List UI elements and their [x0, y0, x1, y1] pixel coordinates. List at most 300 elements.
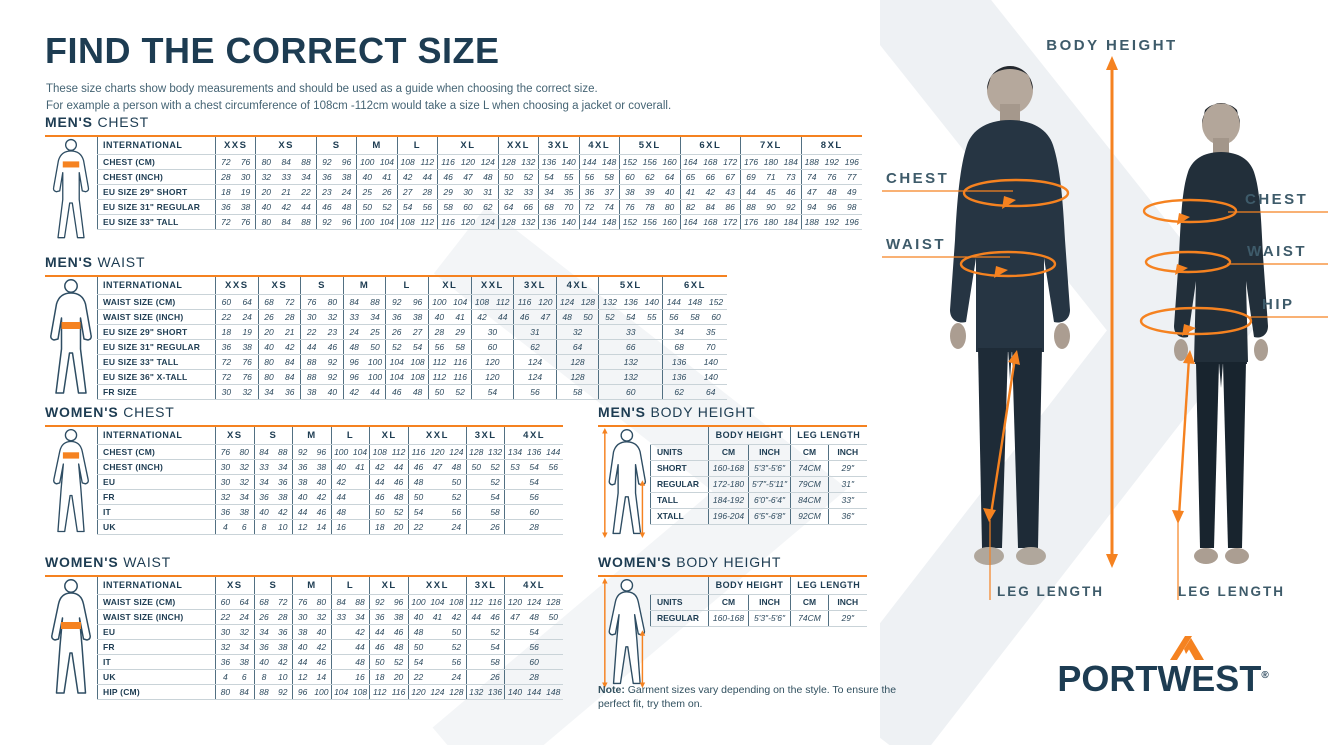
male-height-figure-icon — [598, 427, 650, 538]
size-cell: 108 112 — [370, 444, 409, 459]
size-cell: 58 — [556, 384, 599, 399]
unit-cell: INCH — [749, 594, 791, 610]
size-row — [98, 354, 727, 369]
size-cell: 36 38 — [216, 504, 255, 519]
size-cell: 176 180 184 — [741, 154, 802, 169]
size-cell: 22 24 — [216, 309, 259, 324]
size-column-4XL: 4XL — [505, 427, 563, 444]
size-cell: 36 38 — [216, 654, 255, 669]
body-height-label: BODY HEIGHT — [1046, 37, 1178, 54]
size-cell: 42 44 — [471, 309, 514, 324]
size-column-8XL: 8XL — [801, 137, 862, 154]
height-cell: 5'3"-5'6" — [749, 460, 791, 476]
mens-body-height-body — [598, 425, 867, 538]
size-cell: 42 44 — [343, 384, 386, 399]
male-leg-length-label: LEG LENGTH — [997, 584, 1104, 599]
size-cell: 18 20 — [370, 519, 409, 534]
size-cell: 41 42 43 — [680, 184, 741, 199]
size-cell: 36 38 — [254, 489, 293, 504]
size-cell: 20 21 22 — [256, 184, 317, 199]
size-cell: 46 47 48 — [408, 459, 466, 474]
size-cell: 76 80 — [216, 444, 255, 459]
size-cell: 136 140 — [663, 369, 727, 384]
size-cell: 48 50 — [408, 624, 466, 639]
height-cell: 29" — [829, 610, 867, 626]
row-label: FR — [98, 639, 216, 654]
height-cell: 5'3"-5'6" — [749, 610, 791, 626]
size-cell: 132 — [599, 354, 663, 369]
size-cell: 42 44 — [370, 459, 409, 474]
row-label: REGULAR — [651, 476, 709, 492]
size-cell: 144 148 — [579, 154, 619, 169]
size-cell: 34 36 — [254, 624, 293, 639]
size-cell: 16 — [331, 519, 370, 534]
height-cell: 160-168 — [709, 610, 749, 626]
size-cell: 40 42 — [258, 339, 301, 354]
womens-body-height-section — [598, 554, 867, 688]
womens-chest-grid — [97, 427, 563, 535]
size-cell: 47 48 50 — [505, 609, 563, 624]
size-cell: 84 88 — [331, 594, 370, 609]
size-cell: 112 116 — [466, 594, 505, 609]
size-column-XS: XS — [216, 427, 255, 444]
row-label: CHEST (INCH) — [98, 169, 216, 184]
row-label: EU SIZE 33" TALL — [98, 354, 216, 369]
size-cell: 34 35 — [539, 184, 579, 199]
row-label: EU SIZE 33" TALL — [98, 214, 216, 229]
womens-body-height-title — [598, 554, 867, 570]
size-cell: 50 52 — [466, 459, 505, 474]
size-cell: 176 180 184 — [741, 214, 802, 229]
note-label: Note: — [598, 684, 625, 696]
size-row — [98, 504, 563, 519]
size-cell: 56 — [505, 489, 563, 504]
height-cell: 160-168 — [709, 460, 749, 476]
size-cell: 32 34 — [216, 639, 255, 654]
size-cell: 28 30 — [216, 169, 256, 184]
unit-cell: INCH — [829, 444, 867, 460]
size-cell: 32 34 — [216, 489, 255, 504]
size-row — [98, 624, 563, 639]
row-label: EU — [98, 474, 216, 489]
size-cell: 116 120 124 — [408, 444, 466, 459]
size-cell: 52 — [466, 624, 505, 639]
size-cell: 54 56 — [408, 504, 466, 519]
size-cell: 188 192 196 — [801, 154, 862, 169]
size-cell: 22 24 — [408, 669, 466, 684]
size-column-XXL: XXL — [408, 427, 466, 444]
size-row — [98, 519, 563, 534]
size-cell: 88 92 — [301, 369, 344, 384]
size-cell: 50 52 — [357, 199, 397, 214]
size-cell: 48 50 — [408, 474, 466, 489]
section-title-rest: WAIST — [97, 254, 146, 270]
size-cell: 53 54 56 — [505, 459, 563, 474]
registered-mark: ® — [1261, 670, 1269, 681]
row-label: SHORT — [651, 460, 709, 476]
section-title-bold: MEN'S — [598, 404, 646, 420]
international-header: INTERNATIONAL — [98, 577, 216, 594]
size-cell: 50 52 — [370, 654, 409, 669]
size-cell: 50 52 — [370, 504, 409, 519]
size-row — [98, 324, 727, 339]
size-cell: 69 71 73 — [741, 169, 802, 184]
womens-waist-table — [97, 577, 563, 700]
size-row — [98, 459, 563, 474]
height-row — [651, 508, 867, 524]
size-cell: 128 132 — [466, 444, 505, 459]
womens-waist-section — [45, 554, 563, 700]
height-cell: 74CM — [791, 610, 829, 626]
mens-body-height-section — [598, 404, 867, 538]
size-cell: 54 — [505, 624, 563, 639]
height-cell: 5'7"-5'11" — [749, 476, 791, 492]
size-cell: 44 46 — [293, 504, 332, 519]
size-cell: 88 92 — [254, 684, 293, 699]
size-cell: 66 — [599, 339, 663, 354]
size-cell: 12 14 — [293, 519, 332, 534]
size-cell: 38 39 40 — [619, 184, 680, 199]
mens-waist-title — [45, 254, 727, 270]
size-cell: 30 32 — [293, 609, 332, 624]
size-cell: 33 34 — [254, 459, 293, 474]
mens-height-grid — [650, 427, 867, 525]
male-waist-label: WAIST — [886, 236, 946, 253]
size-cell: 33 34 — [343, 309, 386, 324]
size-cell: 4 6 — [216, 519, 255, 534]
size-cell: 116 120 124 — [438, 154, 499, 169]
size-cell: 34 35 — [663, 324, 727, 339]
size-column-XS: XS — [216, 577, 255, 594]
male-chest-label: CHEST — [886, 170, 950, 187]
size-cell: 76 80 — [293, 594, 332, 609]
size-cell: 26 27 — [386, 324, 429, 339]
height-cell: 196-204 — [709, 508, 749, 524]
size-column-S: S — [301, 277, 344, 294]
unit-cell: CM — [709, 444, 749, 460]
section-title-rest: WAIST — [123, 554, 171, 570]
row-label: CHEST (CM) — [98, 444, 216, 459]
size-cell: 82 84 86 — [680, 199, 741, 214]
portwest-mountain-icon — [1168, 631, 1214, 661]
size-cell: 36 38 — [316, 169, 356, 184]
size-cell: 136 140 — [663, 354, 727, 369]
height-row — [651, 476, 867, 492]
size-column-5XL: 5XL — [599, 277, 663, 294]
size-column-3XL: 3XL — [466, 577, 505, 594]
portwest-wordmark — [1030, 658, 1296, 699]
size-column-XXS: XXS — [216, 277, 259, 294]
size-cell: 27 28 — [397, 184, 437, 199]
female-waist-figure-icon — [45, 577, 97, 698]
size-column-M: M — [343, 277, 386, 294]
size-header-row — [98, 137, 862, 154]
size-cell: 60 64 — [216, 594, 255, 609]
size-row — [98, 309, 727, 324]
international-header: INTERNATIONAL — [98, 277, 216, 294]
height-group-header-row — [651, 577, 867, 594]
size-row — [98, 609, 563, 624]
height-cell: 36" — [829, 508, 867, 524]
size-cell: 64 66 — [498, 199, 538, 214]
intro-text — [46, 81, 671, 114]
size-column-M: M — [293, 427, 332, 444]
size-row — [98, 214, 862, 229]
size-cell: 100 104 — [357, 214, 397, 229]
size-cell: 40 41 — [331, 459, 370, 474]
size-cell: 112 116 — [370, 684, 409, 699]
size-cell: 120 124 128 — [505, 594, 563, 609]
row-label: EU SIZE 29" SHORT — [98, 324, 216, 339]
row-label: WAIST SIZE (CM) — [98, 594, 216, 609]
international-header: INTERNATIONAL — [98, 137, 216, 154]
size-cell: 116 120 — [514, 294, 557, 309]
size-cell: 88 90 92 — [741, 199, 802, 214]
mens-chest-table — [97, 137, 862, 230]
size-cell: 32 — [556, 324, 599, 339]
size-cell: 76 80 — [301, 294, 344, 309]
size-cell: 30 32 — [301, 309, 344, 324]
size-cell: 28 29 — [428, 324, 471, 339]
size-cell: 60 62 64 — [619, 169, 680, 184]
female-waist-label: WAIST — [1247, 243, 1307, 260]
size-column-L: L — [386, 277, 429, 294]
size-cell: 8 10 — [254, 669, 293, 684]
size-cell: 23 24 — [316, 184, 356, 199]
size-cell: 25 26 — [357, 184, 397, 199]
size-cell: 100 104 — [331, 444, 370, 459]
row-label: XTALL — [651, 508, 709, 524]
size-cell: 124 128 — [556, 294, 599, 309]
height-cell: 74CM — [791, 460, 829, 476]
units-row — [651, 594, 867, 610]
size-column-6XL: 6XL — [680, 137, 741, 154]
size-cell: 33 — [599, 324, 663, 339]
size-cell: 132 136 — [466, 684, 505, 699]
size-cell: 4 6 — [216, 669, 255, 684]
size-cell: 20 21 — [258, 324, 301, 339]
unit-cell: INCH — [749, 444, 791, 460]
size-cell: 120 — [471, 369, 514, 384]
size-cell: 108 112 — [471, 294, 514, 309]
size-cell: 22 24 — [216, 609, 255, 624]
size-cell: 92 96 — [386, 294, 429, 309]
size-cell: 18 20 — [370, 669, 409, 684]
size-cell: 164 168 172 — [680, 154, 741, 169]
size-cell: 128 132 — [498, 154, 538, 169]
size-cell: 132 136 140 — [599, 294, 663, 309]
size-cell: 28 — [505, 519, 563, 534]
size-cell: 100 104 108 — [408, 594, 466, 609]
mens-body-height-title — [598, 404, 867, 420]
size-cell: 40 42 — [254, 504, 293, 519]
size-cell: 52 54 — [386, 339, 429, 354]
size-cell: 92 96 — [316, 154, 356, 169]
size-cell: 52 — [466, 474, 505, 489]
size-cell: 68 70 — [663, 339, 727, 354]
size-cell: 136 140 — [539, 154, 579, 169]
size-cell: 128 — [556, 354, 599, 369]
size-cell: 62 — [514, 339, 557, 354]
size-cell: 92 96 — [293, 444, 332, 459]
size-cell: 12 14 — [293, 669, 332, 684]
blank-cell — [651, 427, 709, 444]
size-cell: 108 112 — [397, 214, 437, 229]
size-cell: 104 108 — [386, 354, 429, 369]
size-cell: 108 112 — [397, 154, 437, 169]
size-cell: 72 76 — [216, 154, 256, 169]
size-cell: 56 58 60 — [663, 309, 727, 324]
size-cell: 36 38 — [370, 609, 409, 624]
size-cell: 36 38 — [216, 199, 256, 214]
international-header: INTERNATIONAL — [98, 427, 216, 444]
size-cell: 36 38 — [386, 309, 429, 324]
size-cell: 84 88 — [343, 294, 386, 309]
size-cell: 42 — [331, 474, 370, 489]
size-cell: 80 84 — [258, 369, 301, 384]
size-cell: 50 52 — [408, 639, 466, 654]
height-cell: 92CM — [791, 508, 829, 524]
mens-chest-body — [45, 135, 862, 242]
row-label: FR SIZE — [98, 384, 216, 399]
size-cell: 144 148 152 — [663, 294, 727, 309]
section-title-rest: BODY HEIGHT — [676, 554, 782, 570]
size-row — [98, 339, 727, 354]
note-body: Garment sizes vary depending on the style. To ensure the perfect fit, try them on. — [598, 684, 897, 711]
size-cell: 74 76 77 — [801, 169, 862, 184]
size-cell: 104 108 — [386, 369, 429, 384]
size-cell: 72 76 — [216, 214, 256, 229]
group-header-body-height: BODY HEIGHT — [709, 577, 791, 594]
height-cell: 84CM — [791, 492, 829, 508]
size-column-S: S — [254, 427, 293, 444]
womens-height-grid — [650, 577, 867, 627]
section-title-rest: CHEST — [97, 114, 149, 130]
row-label: IT — [98, 504, 216, 519]
size-row — [98, 654, 563, 669]
size-column-XS: XS — [256, 137, 317, 154]
unit-cell: CM — [791, 444, 829, 460]
size-cell: 58 — [466, 654, 505, 669]
size-cell: 100 104 — [357, 154, 397, 169]
size-cell: 96 100 — [343, 369, 386, 384]
size-column-M: M — [293, 577, 332, 594]
height-cell: 184-192 — [709, 492, 749, 508]
womens-body-height-body — [598, 575, 867, 688]
size-cell: 152 156 160 — [619, 154, 680, 169]
row-label: EU SIZE 36" X-TALL — [98, 369, 216, 384]
womens-chest-section — [45, 404, 563, 536]
note-text — [598, 683, 898, 711]
size-cell: 80 84 88 — [256, 154, 317, 169]
female-height-figure-icon — [598, 577, 650, 688]
size-cell: 72 76 — [216, 354, 259, 369]
mens-waist-table — [97, 277, 727, 400]
size-cell: 84 88 — [254, 444, 293, 459]
size-column-XS: XS — [258, 277, 301, 294]
height-cell: 6'5"-6'8" — [749, 508, 791, 524]
size-cell: 132 — [599, 369, 663, 384]
section-title-bold: WOMEN'S — [598, 554, 672, 570]
size-column-M: M — [357, 137, 397, 154]
size-header-row — [98, 577, 563, 594]
size-cell: 54 — [505, 474, 563, 489]
size-cell: 48 50 — [343, 339, 386, 354]
womens-chest-body — [45, 425, 563, 536]
intro-line-1: These size charts show body measurements and should be used as a guide when choosing the correct size. — [46, 83, 598, 95]
size-cell: 58 — [466, 504, 505, 519]
size-cell: 112 116 — [428, 354, 471, 369]
womens-waist-title — [45, 554, 563, 570]
size-cell: 47 48 49 — [801, 184, 862, 199]
mens-waist-grid — [97, 277, 727, 400]
unit-cell: INCH — [829, 594, 867, 610]
units-row — [651, 444, 867, 460]
size-row — [98, 594, 563, 609]
size-cell: 40 41 42 — [408, 609, 466, 624]
size-cell: 116 120 124 — [438, 214, 499, 229]
size-header-row — [98, 427, 563, 444]
size-cell: 136 140 — [539, 214, 579, 229]
size-column-S: S — [316, 137, 356, 154]
height-cell: 33" — [829, 492, 867, 508]
size-cell: 76 78 80 — [619, 199, 680, 214]
size-cell: 26 — [466, 519, 505, 534]
size-cell: 26 28 — [254, 609, 293, 624]
row-label: WAIST SIZE (INCH) — [98, 609, 216, 624]
size-cell: 44 46 — [370, 474, 409, 489]
row-label: WAIST SIZE (CM) — [98, 294, 216, 309]
size-cell: 120 — [471, 354, 514, 369]
size-cell: 96 100 — [293, 684, 332, 699]
size-cell: 100 104 — [428, 294, 471, 309]
female-photo-silhouette — [1146, 96, 1296, 568]
size-cell: 38 40 — [293, 624, 332, 639]
size-cell: 56 — [514, 384, 557, 399]
size-cell: 54 — [466, 489, 505, 504]
size-cell: 34 36 — [254, 474, 293, 489]
unit-cell: CM — [791, 594, 829, 610]
row-label: EU SIZE 29" SHORT — [98, 184, 216, 199]
size-column-5XL: 5XL — [619, 137, 680, 154]
size-cell: 44 46 — [301, 339, 344, 354]
mens-body-height-table — [650, 427, 867, 525]
womens-chest-table — [97, 427, 563, 535]
size-cell: 50 52 — [408, 489, 466, 504]
size-cell: 48 50 — [556, 309, 599, 324]
size-row — [98, 444, 563, 459]
row-label: CHEST (CM) — [98, 154, 216, 169]
size-column-4XL: 4XL — [505, 577, 563, 594]
size-header-row — [98, 277, 727, 294]
size-cell: 32 33 34 — [256, 169, 317, 184]
group-header-leg-length: LEG LENGTH — [791, 427, 867, 444]
row-label: UK — [98, 669, 216, 684]
row-label: HIP (CM) — [98, 684, 216, 699]
unit-cell: CM — [709, 594, 749, 610]
row-label: EU — [98, 624, 216, 639]
size-column-XL: XL — [428, 277, 471, 294]
size-cell: 54 — [466, 639, 505, 654]
section-title-bold: MEN'S — [45, 114, 93, 130]
size-cell: 54 55 — [539, 169, 579, 184]
size-cell: 30 32 — [216, 624, 255, 639]
size-cell: 58 60 62 — [438, 199, 499, 214]
row-label: IT — [98, 654, 216, 669]
size-cell: 30 — [471, 324, 514, 339]
male-waist-figure-icon — [45, 277, 97, 398]
size-cell: 44 — [331, 639, 370, 654]
